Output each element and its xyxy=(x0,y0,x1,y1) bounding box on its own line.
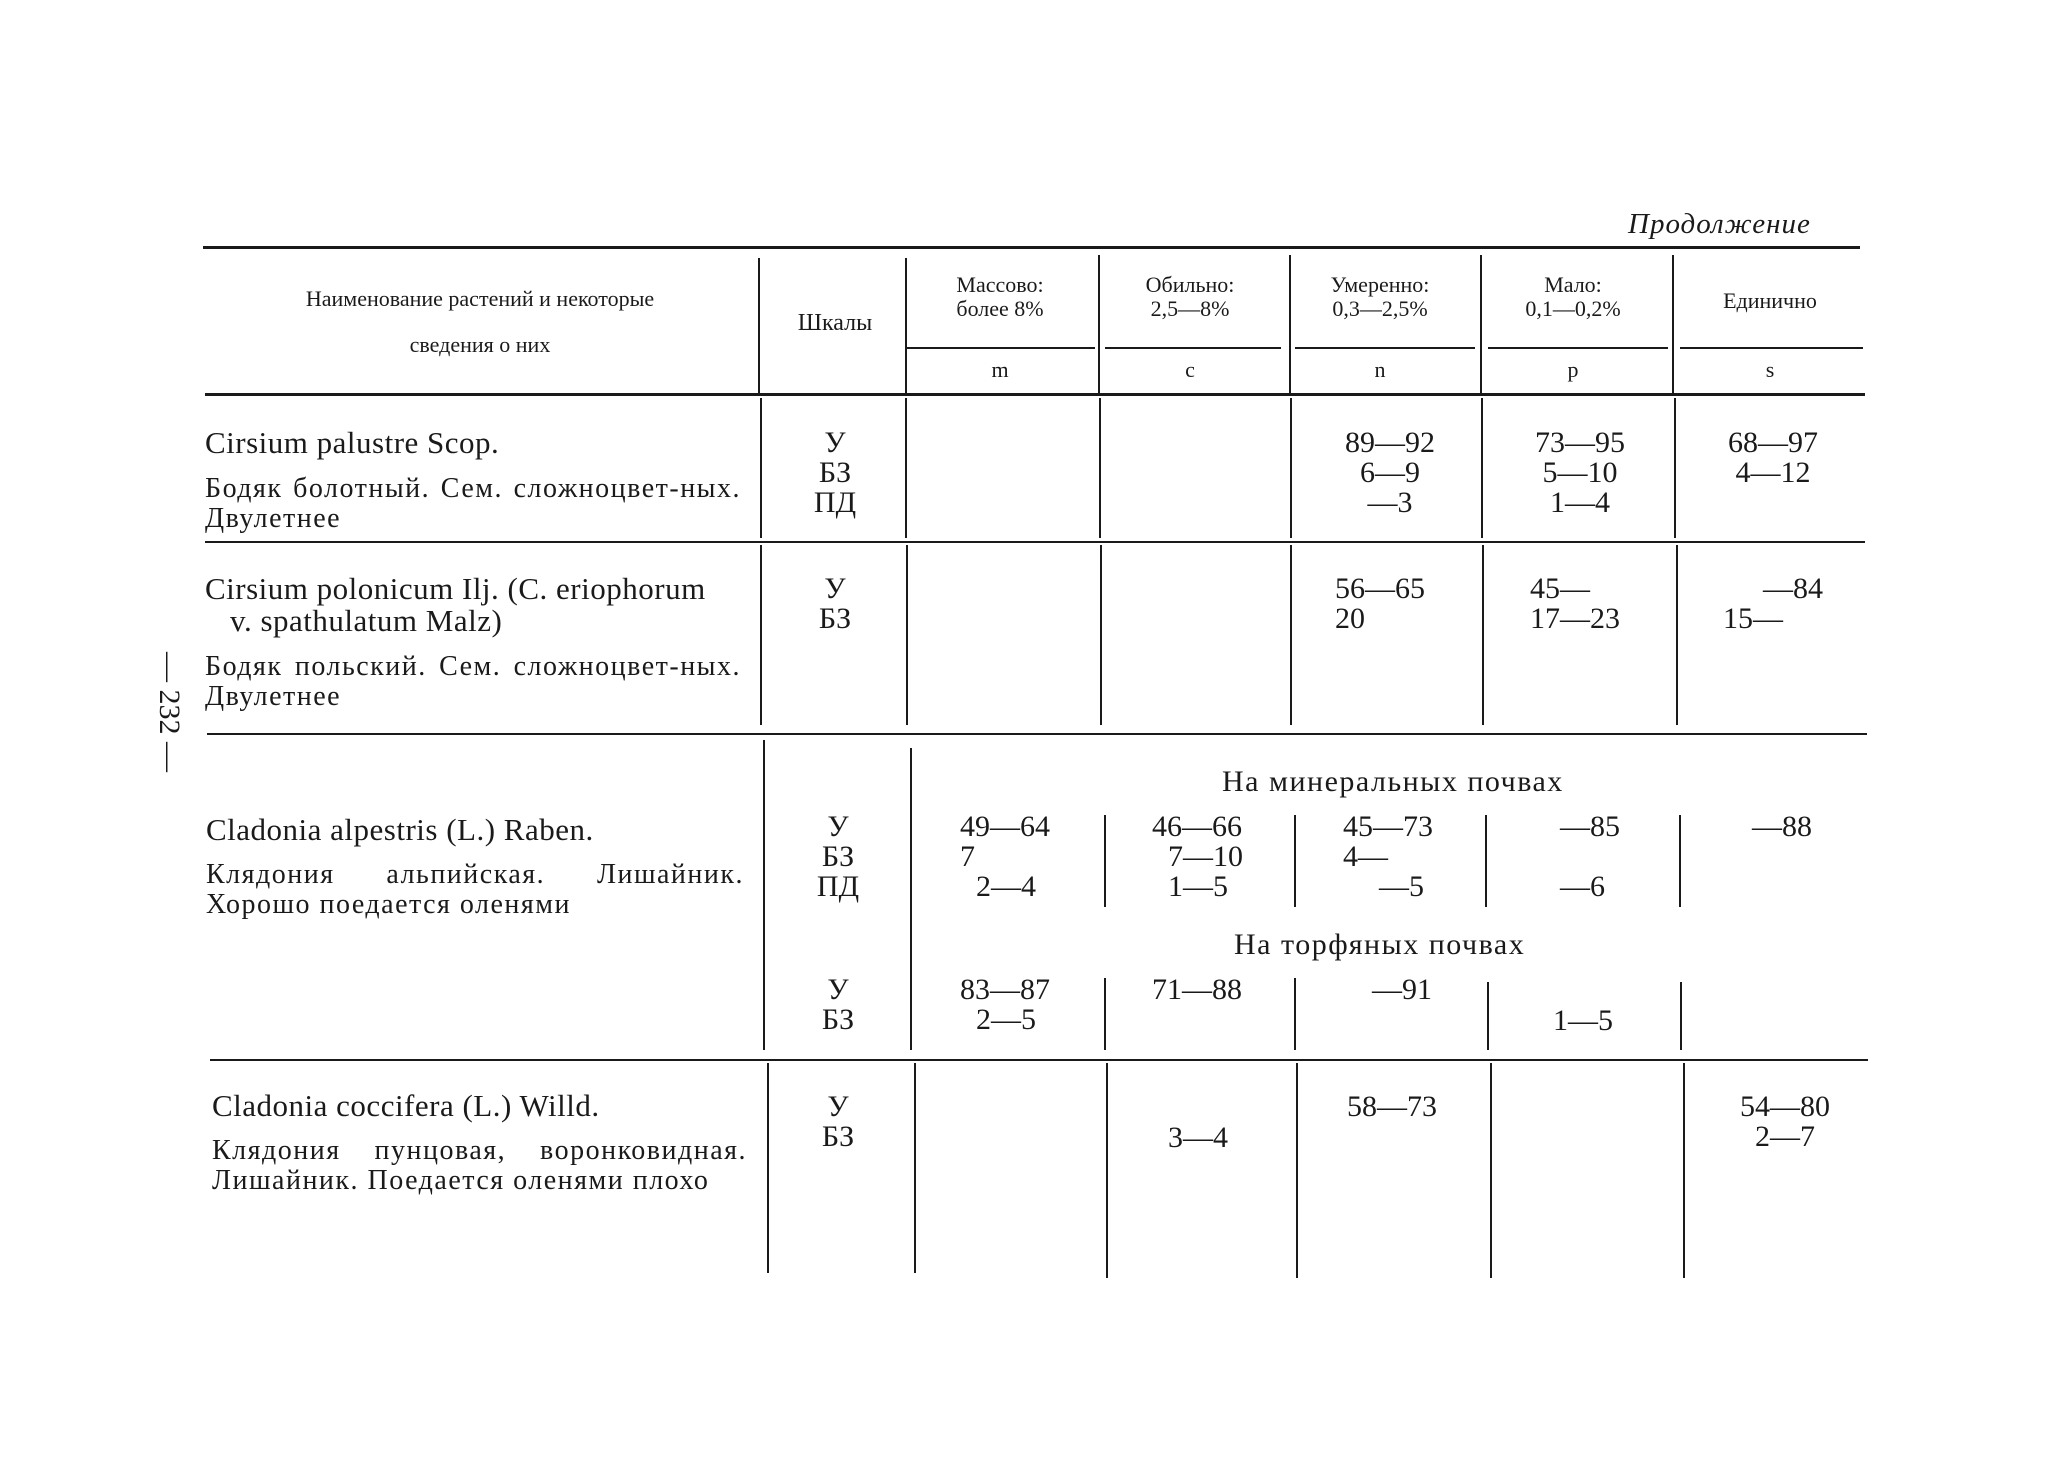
vrule xyxy=(1104,815,1106,907)
vrule xyxy=(906,545,908,725)
header-col-n xyxy=(1290,273,1470,321)
row2-n-u: 56—65 xyxy=(1335,572,1425,605)
row3-mineral-m-u: 49—64 xyxy=(960,810,1050,843)
row1-russian-info: Бодяк болотный. Сем. сложноцвет-ных. Двулетнее xyxy=(205,473,741,534)
row3-mineral-subheading: На минеральных почвах xyxy=(1222,765,1564,798)
vrule xyxy=(1672,255,1674,394)
vrule xyxy=(1490,1063,1492,1278)
row3-mineral-p-u: —85 xyxy=(1560,810,1620,843)
header-code-p: p xyxy=(1567,357,1579,382)
row1-bottom-rule xyxy=(205,541,1865,543)
row1-p-values xyxy=(1520,428,1640,518)
row2-scale-u: У xyxy=(824,572,846,605)
row4-latin-name: Cladonia coccifera (L.) Willd. xyxy=(212,1088,600,1123)
row4-c-values xyxy=(1168,1123,1268,1153)
header-col-c-line2: 2,5—8% xyxy=(1150,296,1230,321)
row3-peat-m-u: 83—87 xyxy=(960,973,1050,1006)
row4-c-bz: 3—4 xyxy=(1168,1121,1228,1154)
continuation-label: Продолжение xyxy=(1628,208,1811,240)
header-col-m xyxy=(910,273,1090,321)
vrule xyxy=(1098,255,1100,394)
row4-s-bz: 2—7 xyxy=(1755,1120,1815,1153)
row4-n-u: 58—73 xyxy=(1347,1090,1437,1123)
header-col-p-line2: 0,1—0,2% xyxy=(1525,296,1621,321)
row2-bottom-rule xyxy=(207,733,1867,735)
row2-p-bz: 17—23 xyxy=(1530,602,1620,635)
row3-mineral-p-values xyxy=(1560,812,1660,902)
row1-latin-name: Cirsium palustre Scop. xyxy=(205,425,500,460)
row1-p-bz: 5—10 xyxy=(1542,456,1618,489)
vrule xyxy=(1106,1063,1108,1278)
row1-scale-pd: ПД xyxy=(813,486,857,519)
row4-s-values xyxy=(1725,1092,1845,1152)
header-scales: Шкалы xyxy=(797,310,873,336)
vrule xyxy=(914,1063,916,1273)
vrule xyxy=(1294,978,1296,1050)
row1-s-u: 68—97 xyxy=(1728,426,1818,459)
row3-mineral-s-values xyxy=(1752,812,1852,842)
vrule xyxy=(1674,398,1676,538)
row3-mineral-m-values xyxy=(960,812,1090,902)
row1-scales xyxy=(785,428,885,518)
row2-scales xyxy=(785,574,885,634)
header-name-col xyxy=(230,287,730,357)
row3-mineral-scale-u: У xyxy=(827,810,849,843)
row3-mineral-c-pd: 1—5 xyxy=(1168,870,1228,903)
row3-mineral-m-pd: 2—4 xyxy=(976,870,1036,903)
row4-s-u: 54—80 xyxy=(1740,1090,1830,1123)
row4-russian-info: Клядония пунцовая, воронковидная. Лишайник. Поедается оленями плохо xyxy=(212,1135,747,1196)
row4-scale-bz: БЗ xyxy=(821,1120,855,1153)
row1-n-bz: 6—9 xyxy=(1360,456,1420,489)
row2-latin-line2: v. spathulatum Malz) xyxy=(230,603,503,638)
vrule xyxy=(1487,982,1489,1050)
row3-mineral-scale-bz: БЗ xyxy=(821,840,855,873)
vrule xyxy=(1480,255,1482,394)
header-sub-rule-s xyxy=(1680,347,1863,349)
vrule xyxy=(1104,978,1106,1050)
row2-n-values xyxy=(1335,574,1455,634)
row3-mineral-s-u: —88 xyxy=(1752,810,1812,843)
row3-mineral-c-bz: 7—10 xyxy=(1168,840,1243,873)
row2-n-bz: 20 xyxy=(1335,602,1365,635)
row2-p-values xyxy=(1530,574,1650,634)
header-col-m-line1: Массово: xyxy=(956,272,1044,297)
header-name-line2: сведения о них xyxy=(409,332,551,357)
header-code-s: s xyxy=(1765,357,1775,382)
header-col-n-line2: 0,3—2,5% xyxy=(1332,296,1428,321)
vrule xyxy=(1676,545,1678,725)
row3-mineral-m-bz: 7 xyxy=(960,840,975,873)
vrule xyxy=(905,398,907,538)
row3-mineral-p-pd: —6 xyxy=(1560,870,1605,903)
vrule xyxy=(1680,982,1682,1050)
row3-peat-scale-u: У xyxy=(827,973,849,1006)
header-col-p xyxy=(1483,273,1663,321)
vrule xyxy=(1290,398,1292,538)
row1-s-values xyxy=(1713,428,1833,488)
header-sub-rule-n xyxy=(1295,347,1475,349)
header-col-c xyxy=(1100,273,1280,321)
vrule xyxy=(1294,815,1296,907)
header-code-m: m xyxy=(991,357,1009,382)
vrule xyxy=(1100,545,1102,725)
row3-mineral-scales xyxy=(788,812,888,902)
row3-peat-n-values xyxy=(1372,975,1472,1005)
row1-n-values xyxy=(1330,428,1450,518)
row1-scale-u: У xyxy=(824,426,846,459)
row3-peat-c-values xyxy=(1152,975,1282,1005)
vrule xyxy=(1679,815,1681,907)
row4-scales xyxy=(788,1092,888,1152)
row1-scale-bz: БЗ xyxy=(818,456,852,489)
vrule xyxy=(763,740,765,1050)
vrule xyxy=(905,258,907,394)
table-top-rule xyxy=(203,246,1860,249)
header-sub-rule-p xyxy=(1488,347,1668,349)
row3-peat-scale-bz: БЗ xyxy=(821,1003,855,1036)
vrule xyxy=(760,398,762,538)
row2-s-bz: 15— xyxy=(1723,602,1783,635)
row3-peat-m-values xyxy=(960,975,1090,1035)
vrule xyxy=(1296,1063,1298,1278)
row3-mineral-n-pd: —5 xyxy=(1379,870,1424,903)
vrule xyxy=(1481,398,1483,538)
row3-peat-m-bz: 2—5 xyxy=(976,1003,1036,1036)
row3-russian-info: Клядония альпийская. Лишайник. Хорошо поедается оленями xyxy=(206,859,744,920)
row3-mineral-n-bz: 4— xyxy=(1343,840,1388,873)
header-code-c: c xyxy=(1185,357,1195,382)
row3-mineral-n-u: 45—73 xyxy=(1343,810,1433,843)
vrule xyxy=(1485,815,1487,907)
row2-russian-info: Бодяк польский. Сем. сложноцвет-ных. Двулетнее xyxy=(205,651,741,712)
header-bottom-rule xyxy=(205,393,1865,396)
row3-peat-n-u: —91 xyxy=(1372,973,1432,1006)
row4-scale-u: У xyxy=(827,1090,849,1123)
row1-p-u: 73—95 xyxy=(1535,426,1625,459)
vrule xyxy=(1289,255,1291,394)
vrule xyxy=(1683,1063,1685,1278)
row3-bottom-rule xyxy=(210,1059,1868,1061)
row3-peat-scales xyxy=(788,975,888,1035)
row1-n-pd: —3 xyxy=(1367,486,1413,519)
vrule xyxy=(767,1063,769,1273)
row2-scale-bz: БЗ xyxy=(818,602,852,635)
header-col-s: Единично xyxy=(1723,288,1817,313)
page-number: — 232 — xyxy=(153,652,186,772)
row3-mineral-n-values xyxy=(1343,812,1473,902)
row3-peat-subheading: На торфяных почвах xyxy=(1234,928,1526,961)
row4-n-values xyxy=(1347,1092,1467,1122)
header-col-c-line1: Обильно: xyxy=(1145,272,1235,297)
row1-n-u: 89—92 xyxy=(1345,426,1435,459)
header-name-line1: Наименование растений и некоторые xyxy=(305,286,655,311)
vrule xyxy=(1290,545,1292,725)
row3-mineral-c-u: 46—66 xyxy=(1152,810,1242,843)
row3-mineral-scale-pd: ПД xyxy=(816,870,860,903)
header-sub-rule-c xyxy=(1105,347,1281,349)
header-col-n-line1: Умеренно: xyxy=(1330,272,1430,297)
row3-latin-name: Cladonia alpestris (L.) Raben. xyxy=(206,812,594,847)
vrule xyxy=(760,545,762,725)
header-code-n: n xyxy=(1374,357,1386,382)
row2-s-u: —84 xyxy=(1763,572,1823,605)
vrule xyxy=(1482,545,1484,725)
row3-mineral-c-values xyxy=(1152,812,1282,902)
row1-s-bz: 4—12 xyxy=(1735,456,1811,489)
header-sub-rule-m xyxy=(907,347,1095,349)
header-col-p-line1: Мало: xyxy=(1544,272,1602,297)
row3-peat-p-values xyxy=(1553,1006,1653,1036)
vrule xyxy=(758,258,760,394)
row3-peat-c-u: 71—88 xyxy=(1152,973,1242,1006)
vrule xyxy=(910,748,912,1050)
row2-latin-line1: Cirsium polonicum Ilj. (C. eriophorum xyxy=(205,571,706,606)
vrule xyxy=(1099,398,1101,538)
row2-p-u: 45— xyxy=(1530,572,1590,605)
row2-s-values xyxy=(1723,574,1823,634)
row3-peat-p-bz: 1—5 xyxy=(1553,1004,1613,1037)
row3-mineral-p-bz xyxy=(1560,842,1660,872)
row1-p-pd: 1—4 xyxy=(1550,486,1610,519)
header-col-m-line2: более 8% xyxy=(956,296,1044,321)
